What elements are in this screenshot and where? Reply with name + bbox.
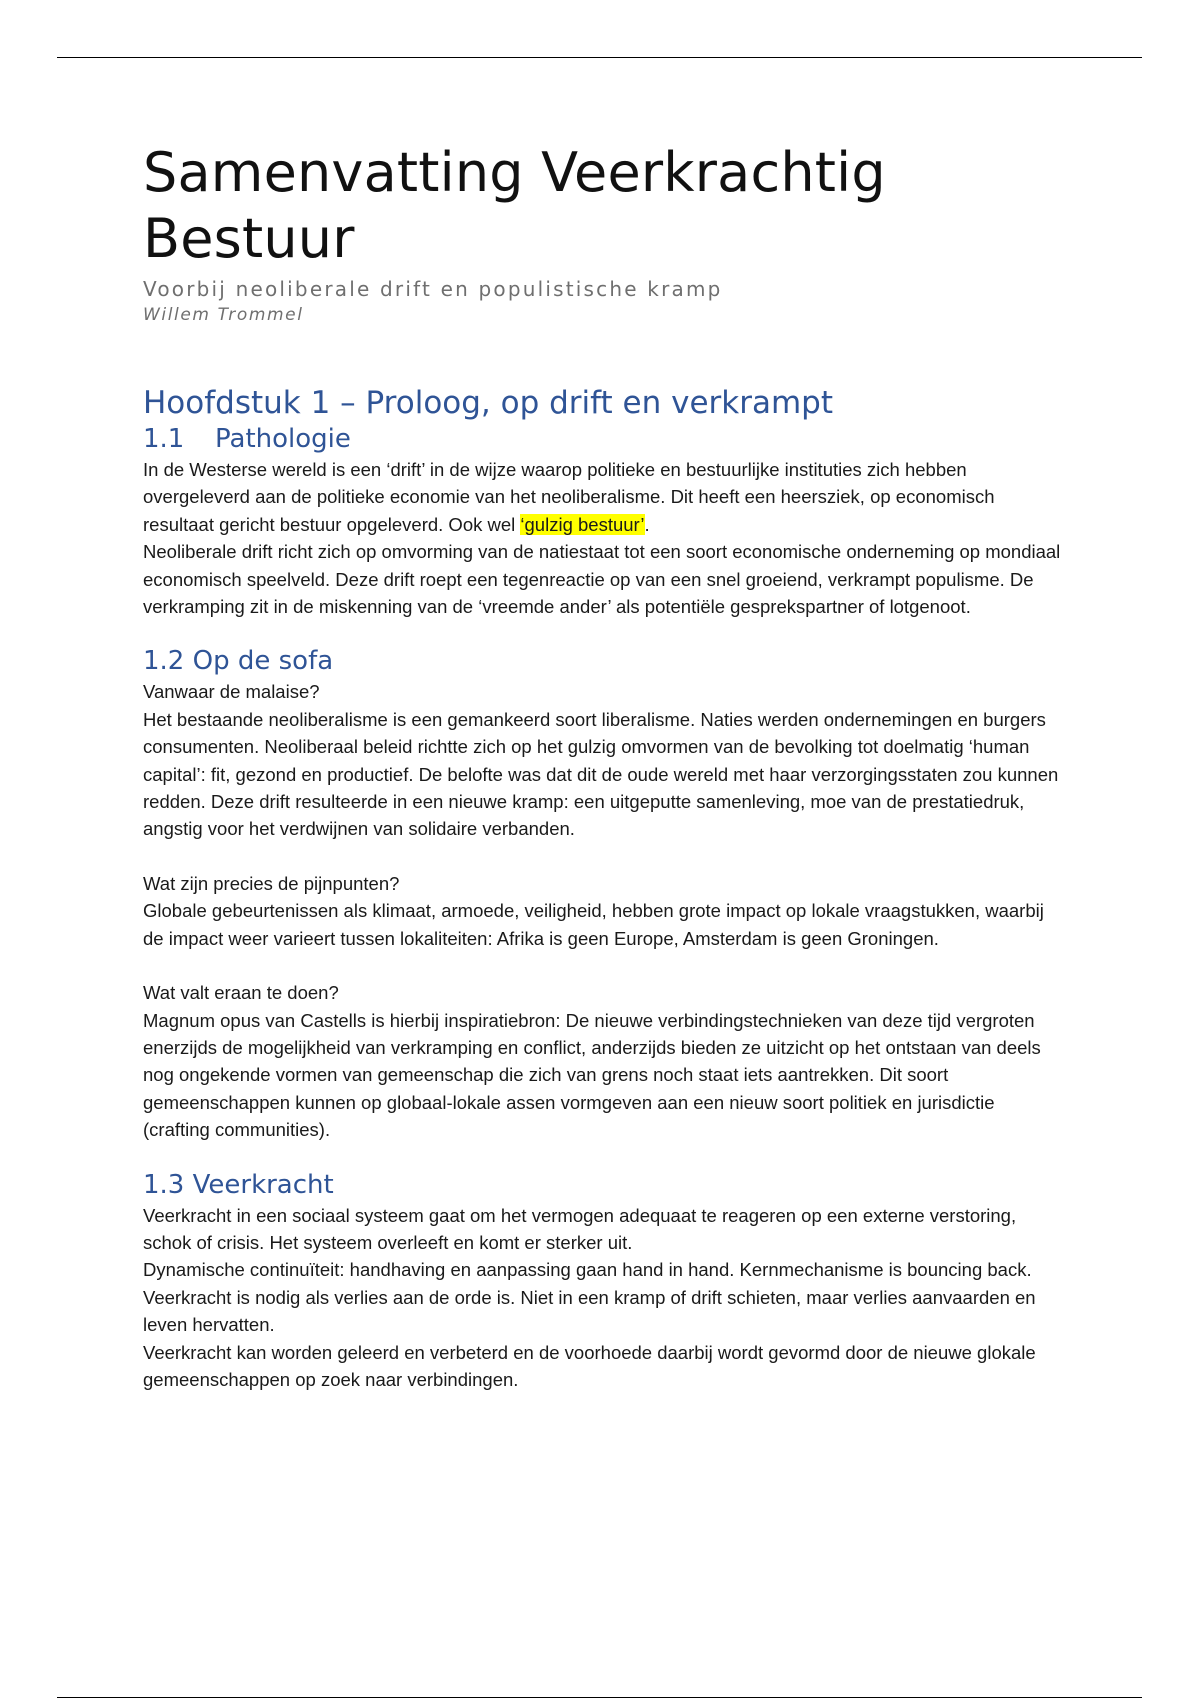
paragraph (143, 456, 1063, 538)
top-rule (57, 57, 1142, 58)
document-title: Samenvatting Veerkrachtig Bestuur (143, 141, 886, 270)
question-line: Vanwaar de malaise? (143, 681, 320, 703)
section-op-de-sofa (143, 644, 1063, 1143)
document-page (143, 140, 1063, 1393)
chapter-heading: Hoofdstuk 1 – Proloog, op drift en verkrampt (143, 385, 834, 421)
document-author: Willem Trommel (143, 305, 304, 325)
paragraph: Dynamische continuïteit: handhaving en aanpassing gaan hand in hand. Kernmechanisme is bouncing back. (143, 1259, 1032, 1281)
paragraph: Magnum opus van Castells is hierbij inspiratiebron: De nieuwe verbindingstechnieken van deze tijd vergroten enerzijds de mogelijkheid van verkramping en conflict, anderzijds bieden ze uitzicht op het ontstaan van deels nog ongekende vormen van gemeenschap die zich van grens noch staat iets aantrekken. Dit soort gemeenschappen kunnen op globaal-lokale assen vormgeven aan een nieuw soort politiek en jurisdictie (crafting communities). (143, 1009, 1041, 1141)
section-heading-1-3: 1.3 Veerkracht (143, 1169, 334, 1200)
question-line: Wat zijn precies de pijnpunten? (143, 872, 400, 894)
paragraph: Globale gebeurtenissen als klimaat, armoede, veiligheid, hebben grote impact op lokale vraagstukken, waarbij de impact weer varieert tussen lokaliteiten: Afrika is geen Europe, Amsterdam is geen Groningen. (143, 900, 1044, 949)
paragraph: Het bestaande neoliberalisme is een gemankeerd soort liberalisme. Naties werden ondernemingen en burgers consumenten. Neoliberaal beleid richtte zich op het gulzig omvormen van de bevolking tot doelmatig ‘human capital’: fit, gezond en productief. De belofte was dat dit de oude wereld met haar verzorgingsstaten zou kunnen redden. Deze drift resulteerde in een nieuwe kramp: een uitgeputte samenleving, moe van de prestatiedruk, angstig voor het verdwijnen van solidaire verbanden. (143, 708, 1059, 840)
section-number: 1.1 (143, 424, 185, 454)
paragraph-text: . (644, 513, 650, 535)
paragraph-text: In de Westerse wereld is een ‘drift’ in de wijze waarop politieke en bestuurlijke instituties zich hebben overgeleverd aan de politieke economie van het neoliberalisme. Dit heeft een heersziek, op economisch resultaat gericht bestuur opgeleverd. Ook wel (143, 459, 995, 535)
paragraph: Veerkracht in een sociaal systeem gaat om het vermogen adequaat te reageren op een externe verstoring, schok of crisis. Het systeem overleeft en komt er sterker uit. (143, 1204, 1017, 1253)
paragraph: Neoliberale drift richt zich op omvorming van de natiestaat tot een soort economische onderneming op mondiaal economisch speelveld. Deze drift roept een tegenreactie op van een snel groeiend, verkrampt populisme. De verkramping zit in de miskenning van de ‘vreemde ander’ als potentiële gesprekspartner of lotgenoot. (143, 541, 1061, 618)
paragraph: Veerkracht kan worden geleerd en verbeterd en de voorhoede daarbij wordt gevormd door de nieuwe glokale gemeenschappen op zoek naar verbindingen. (143, 1341, 1036, 1390)
document-subtitle: Voorbij neoliberale drift en populistische kramp (143, 277, 723, 301)
question-line: Wat valt eraan te doen? (143, 982, 339, 1004)
section-heading-1-2: 1.2 Op de sofa (143, 646, 334, 677)
section-heading-1-1 (143, 422, 1063, 456)
section-title: Pathologie (215, 424, 351, 454)
bottom-rule (57, 1697, 1142, 1698)
section-pathologie (143, 422, 1063, 620)
highlighted-text: ‘gulzig bestuur’ (520, 513, 645, 535)
paragraph: Veerkracht is nodig als verlies aan de orde is. Niet in een kramp of drift schieten, maar verlies aanvaarden en leven hervatten. (143, 1286, 1036, 1336)
section-veerkracht (143, 1168, 1063, 1394)
